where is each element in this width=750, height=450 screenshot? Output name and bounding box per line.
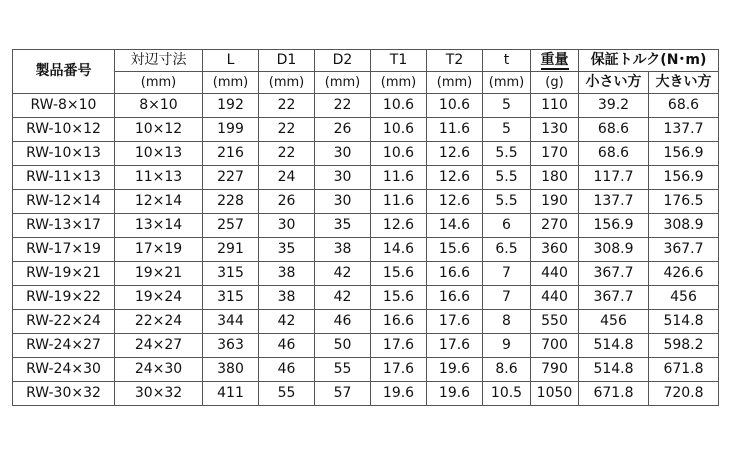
cell-D2: 42 — [315, 286, 371, 310]
cell-torque-large: 68.6 — [649, 94, 719, 118]
cell-T2: 10.6 — [427, 94, 483, 118]
D2-unit-text: (mm) — [324, 75, 361, 90]
cell-L: 380 — [203, 358, 259, 382]
cell-product-no: RW-17×19 — [13, 238, 115, 262]
cell-T2: 12.6 — [427, 190, 483, 214]
cell-L: 411 — [203, 382, 259, 406]
cell-L: 315 — [203, 262, 259, 286]
table-row — [13, 190, 719, 214]
header-L-unit — [203, 72, 259, 94]
table-row — [13, 94, 719, 118]
L-unit-text: (mm) — [212, 75, 249, 90]
D1-unit-text: (mm) — [268, 75, 305, 90]
cell-product-no: RW-8×10 — [13, 94, 115, 118]
cell-product-no: RW-13×17 — [13, 214, 115, 238]
header-D1: D1 — [259, 50, 315, 72]
cell-D1: 46 — [259, 358, 315, 382]
table-row — [13, 358, 719, 382]
table-row — [13, 262, 719, 286]
cell-T1: 17.6 — [371, 334, 427, 358]
cell-size: 19×24 — [115, 286, 203, 310]
table-row — [13, 286, 719, 310]
header-row-2 — [13, 72, 719, 94]
cell-t: 9 — [483, 334, 531, 358]
cell-L: 291 — [203, 238, 259, 262]
table-row — [13, 382, 719, 406]
header-D2: D2 — [315, 50, 371, 72]
table-row — [13, 238, 719, 262]
table-row — [13, 214, 719, 238]
cell-D1: 22 — [259, 142, 315, 166]
cell-product-no: RW-10×12 — [13, 118, 115, 142]
cell-T2: 14.6 — [427, 214, 483, 238]
cell-torque-small: 367.7 — [579, 262, 649, 286]
cell-torque-large: 156.9 — [649, 142, 719, 166]
cell-D2: 26 — [315, 118, 371, 142]
cell-size: 19×21 — [115, 262, 203, 286]
cell-D2: 30 — [315, 166, 371, 190]
cell-D1: 24 — [259, 166, 315, 190]
cell-t: 5.5 — [483, 142, 531, 166]
cell-D1: 26 — [259, 190, 315, 214]
cell-T1: 15.6 — [371, 262, 427, 286]
table-header — [13, 50, 719, 94]
cell-size: 11×13 — [115, 166, 203, 190]
cell-D2: 30 — [315, 142, 371, 166]
cell-weight: 440 — [531, 286, 579, 310]
header-D1-unit — [259, 72, 315, 94]
cell-D2: 50 — [315, 334, 371, 358]
header-size: 対辺寸法 — [115, 50, 203, 72]
header-T1-unit — [371, 72, 427, 94]
cell-torque-small: 367.7 — [579, 286, 649, 310]
cell-D2: 46 — [315, 310, 371, 334]
cell-torque-small: 671.8 — [579, 382, 649, 406]
table-row — [13, 310, 719, 334]
cell-T1: 10.6 — [371, 142, 427, 166]
cell-D1: 55 — [259, 382, 315, 406]
cell-weight: 110 — [531, 94, 579, 118]
header-weight — [531, 50, 579, 72]
cell-product-no: RW-19×21 — [13, 262, 115, 286]
header-torque-large: 大きい方 — [649, 72, 719, 94]
cell-L: 363 — [203, 334, 259, 358]
cell-T1: 11.6 — [371, 190, 427, 214]
cell-t: 8 — [483, 310, 531, 334]
cell-t: 6 — [483, 214, 531, 238]
header-t: t — [483, 50, 531, 72]
cell-T1: 14.6 — [371, 238, 427, 262]
cell-torque-small: 68.6 — [579, 142, 649, 166]
cell-torque-large: 137.7 — [649, 118, 719, 142]
t-unit-text: (mm) — [488, 75, 525, 90]
cell-product-no: RW-30×32 — [13, 382, 115, 406]
cell-T1: 10.6 — [371, 118, 427, 142]
cell-D1: 35 — [259, 238, 315, 262]
cell-torque-large: 598.2 — [649, 334, 719, 358]
cell-t: 5.5 — [483, 190, 531, 214]
cell-L: 192 — [203, 94, 259, 118]
cell-L: 227 — [203, 166, 259, 190]
cell-weight: 130 — [531, 118, 579, 142]
cell-D2: 38 — [315, 238, 371, 262]
cell-torque-large: 671.8 — [649, 358, 719, 382]
cell-T1: 11.6 — [371, 166, 427, 190]
cell-T2: 19.6 — [427, 382, 483, 406]
cell-D1: 30 — [259, 214, 315, 238]
cell-t: 5 — [483, 118, 531, 142]
cell-size: 24×30 — [115, 358, 203, 382]
cell-t: 10.5 — [483, 382, 531, 406]
cell-t: 5.5 — [483, 166, 531, 190]
cell-T2: 16.6 — [427, 286, 483, 310]
cell-T2: 17.6 — [427, 334, 483, 358]
cell-size: 13×14 — [115, 214, 203, 238]
cell-T2: 12.6 — [427, 166, 483, 190]
cell-torque-small: 117.7 — [579, 166, 649, 190]
cell-D2: 35 — [315, 214, 371, 238]
cell-weight: 180 — [531, 166, 579, 190]
cell-torque-small: 456 — [579, 310, 649, 334]
cell-T1: 12.6 — [371, 214, 427, 238]
cell-product-no: RW-12×14 — [13, 190, 115, 214]
cell-D1: 46 — [259, 334, 315, 358]
cell-weight: 170 — [531, 142, 579, 166]
cell-D2: 22 — [315, 94, 371, 118]
T2-unit-text: (mm) — [436, 75, 473, 90]
cell-torque-small: 137.7 — [579, 190, 649, 214]
cell-T1: 17.6 — [371, 358, 427, 382]
cell-T1: 16.6 — [371, 310, 427, 334]
cell-torque-large: 514.8 — [649, 310, 719, 334]
cell-weight: 1050 — [531, 382, 579, 406]
header-L: L — [203, 50, 259, 72]
cell-T2: 11.6 — [427, 118, 483, 142]
cell-size: 10×13 — [115, 142, 203, 166]
table-row — [13, 334, 719, 358]
cell-T2: 15.6 — [427, 238, 483, 262]
cell-weight: 190 — [531, 190, 579, 214]
header-t-unit — [483, 72, 531, 94]
cell-torque-small: 514.8 — [579, 358, 649, 382]
cell-t: 5 — [483, 94, 531, 118]
table-row — [13, 118, 719, 142]
T1-unit-text: (mm) — [380, 75, 417, 90]
cell-D1: 22 — [259, 94, 315, 118]
cell-T1: 10.6 — [371, 94, 427, 118]
header-T1: T1 — [371, 50, 427, 72]
cell-product-no: RW-22×24 — [13, 310, 115, 334]
cell-D1: 22 — [259, 118, 315, 142]
cell-product-no: RW-11×13 — [13, 166, 115, 190]
cell-torque-large: 156.9 — [649, 166, 719, 190]
spec-table — [12, 49, 719, 406]
header-D2-unit — [315, 72, 371, 94]
cell-T1: 15.6 — [371, 286, 427, 310]
cell-D2: 42 — [315, 262, 371, 286]
table-row — [13, 142, 719, 166]
header-torque-small: 小さい方 — [579, 72, 649, 94]
cell-product-no: RW-24×30 — [13, 358, 115, 382]
cell-torque-large: 426.6 — [649, 262, 719, 286]
cell-D2: 57 — [315, 382, 371, 406]
cell-size: 8×10 — [115, 94, 203, 118]
cell-D2: 55 — [315, 358, 371, 382]
cell-weight: 360 — [531, 238, 579, 262]
cell-size: 17×19 — [115, 238, 203, 262]
header-row-1 — [13, 50, 719, 72]
cell-weight: 440 — [531, 262, 579, 286]
cell-torque-large: 456 — [649, 286, 719, 310]
header-weight-label: 重量 — [540, 52, 569, 68]
size-unit-text: (mm) — [140, 75, 177, 90]
table-body — [13, 94, 719, 406]
cell-torque-small: 39.2 — [579, 94, 649, 118]
cell-D1: 42 — [259, 310, 315, 334]
cell-T2: 12.6 — [427, 142, 483, 166]
cell-weight: 550 — [531, 310, 579, 334]
cell-t: 7 — [483, 262, 531, 286]
cell-weight: 270 — [531, 214, 579, 238]
cell-D1: 38 — [259, 286, 315, 310]
header-weight-unit — [531, 72, 579, 94]
cell-size: 10×12 — [115, 118, 203, 142]
cell-T1: 19.6 — [371, 382, 427, 406]
cell-L: 257 — [203, 214, 259, 238]
cell-size: 22×24 — [115, 310, 203, 334]
cell-L: 199 — [203, 118, 259, 142]
cell-torque-small: 156.9 — [579, 214, 649, 238]
cell-L: 344 — [203, 310, 259, 334]
cell-weight: 700 — [531, 334, 579, 358]
cell-t: 6.5 — [483, 238, 531, 262]
cell-product-no: RW-24×27 — [13, 334, 115, 358]
cell-L: 228 — [203, 190, 259, 214]
cell-torque-large: 308.9 — [649, 214, 719, 238]
cell-torque-large: 176.5 — [649, 190, 719, 214]
cell-t: 7 — [483, 286, 531, 310]
cell-product-no: RW-19×22 — [13, 286, 115, 310]
cell-torque-small: 514.8 — [579, 334, 649, 358]
cell-T2: 17.6 — [427, 310, 483, 334]
cell-torque-small: 308.9 — [579, 238, 649, 262]
table-row — [13, 166, 719, 190]
cell-torque-small: 68.6 — [579, 118, 649, 142]
header-T2-unit — [427, 72, 483, 94]
cell-T2: 16.6 — [427, 262, 483, 286]
header-torque: 保証トルク(N･m) — [579, 50, 719, 72]
cell-size: 12×14 — [115, 190, 203, 214]
weight-unit-text: (g) — [545, 75, 564, 90]
cell-D1: 38 — [259, 262, 315, 286]
cell-size: 30×32 — [115, 382, 203, 406]
cell-t: 8.6 — [483, 358, 531, 382]
cell-L: 315 — [203, 286, 259, 310]
cell-L: 216 — [203, 142, 259, 166]
cell-torque-large: 367.7 — [649, 238, 719, 262]
header-T2: T2 — [427, 50, 483, 72]
cell-torque-large: 720.8 — [649, 382, 719, 406]
cell-product-no: RW-10×13 — [13, 142, 115, 166]
cell-weight: 790 — [531, 358, 579, 382]
header-size-unit — [115, 72, 203, 94]
cell-D2: 30 — [315, 190, 371, 214]
cell-T2: 19.6 — [427, 358, 483, 382]
cell-size: 24×27 — [115, 334, 203, 358]
header-product-no: 製品番号 — [13, 50, 115, 94]
